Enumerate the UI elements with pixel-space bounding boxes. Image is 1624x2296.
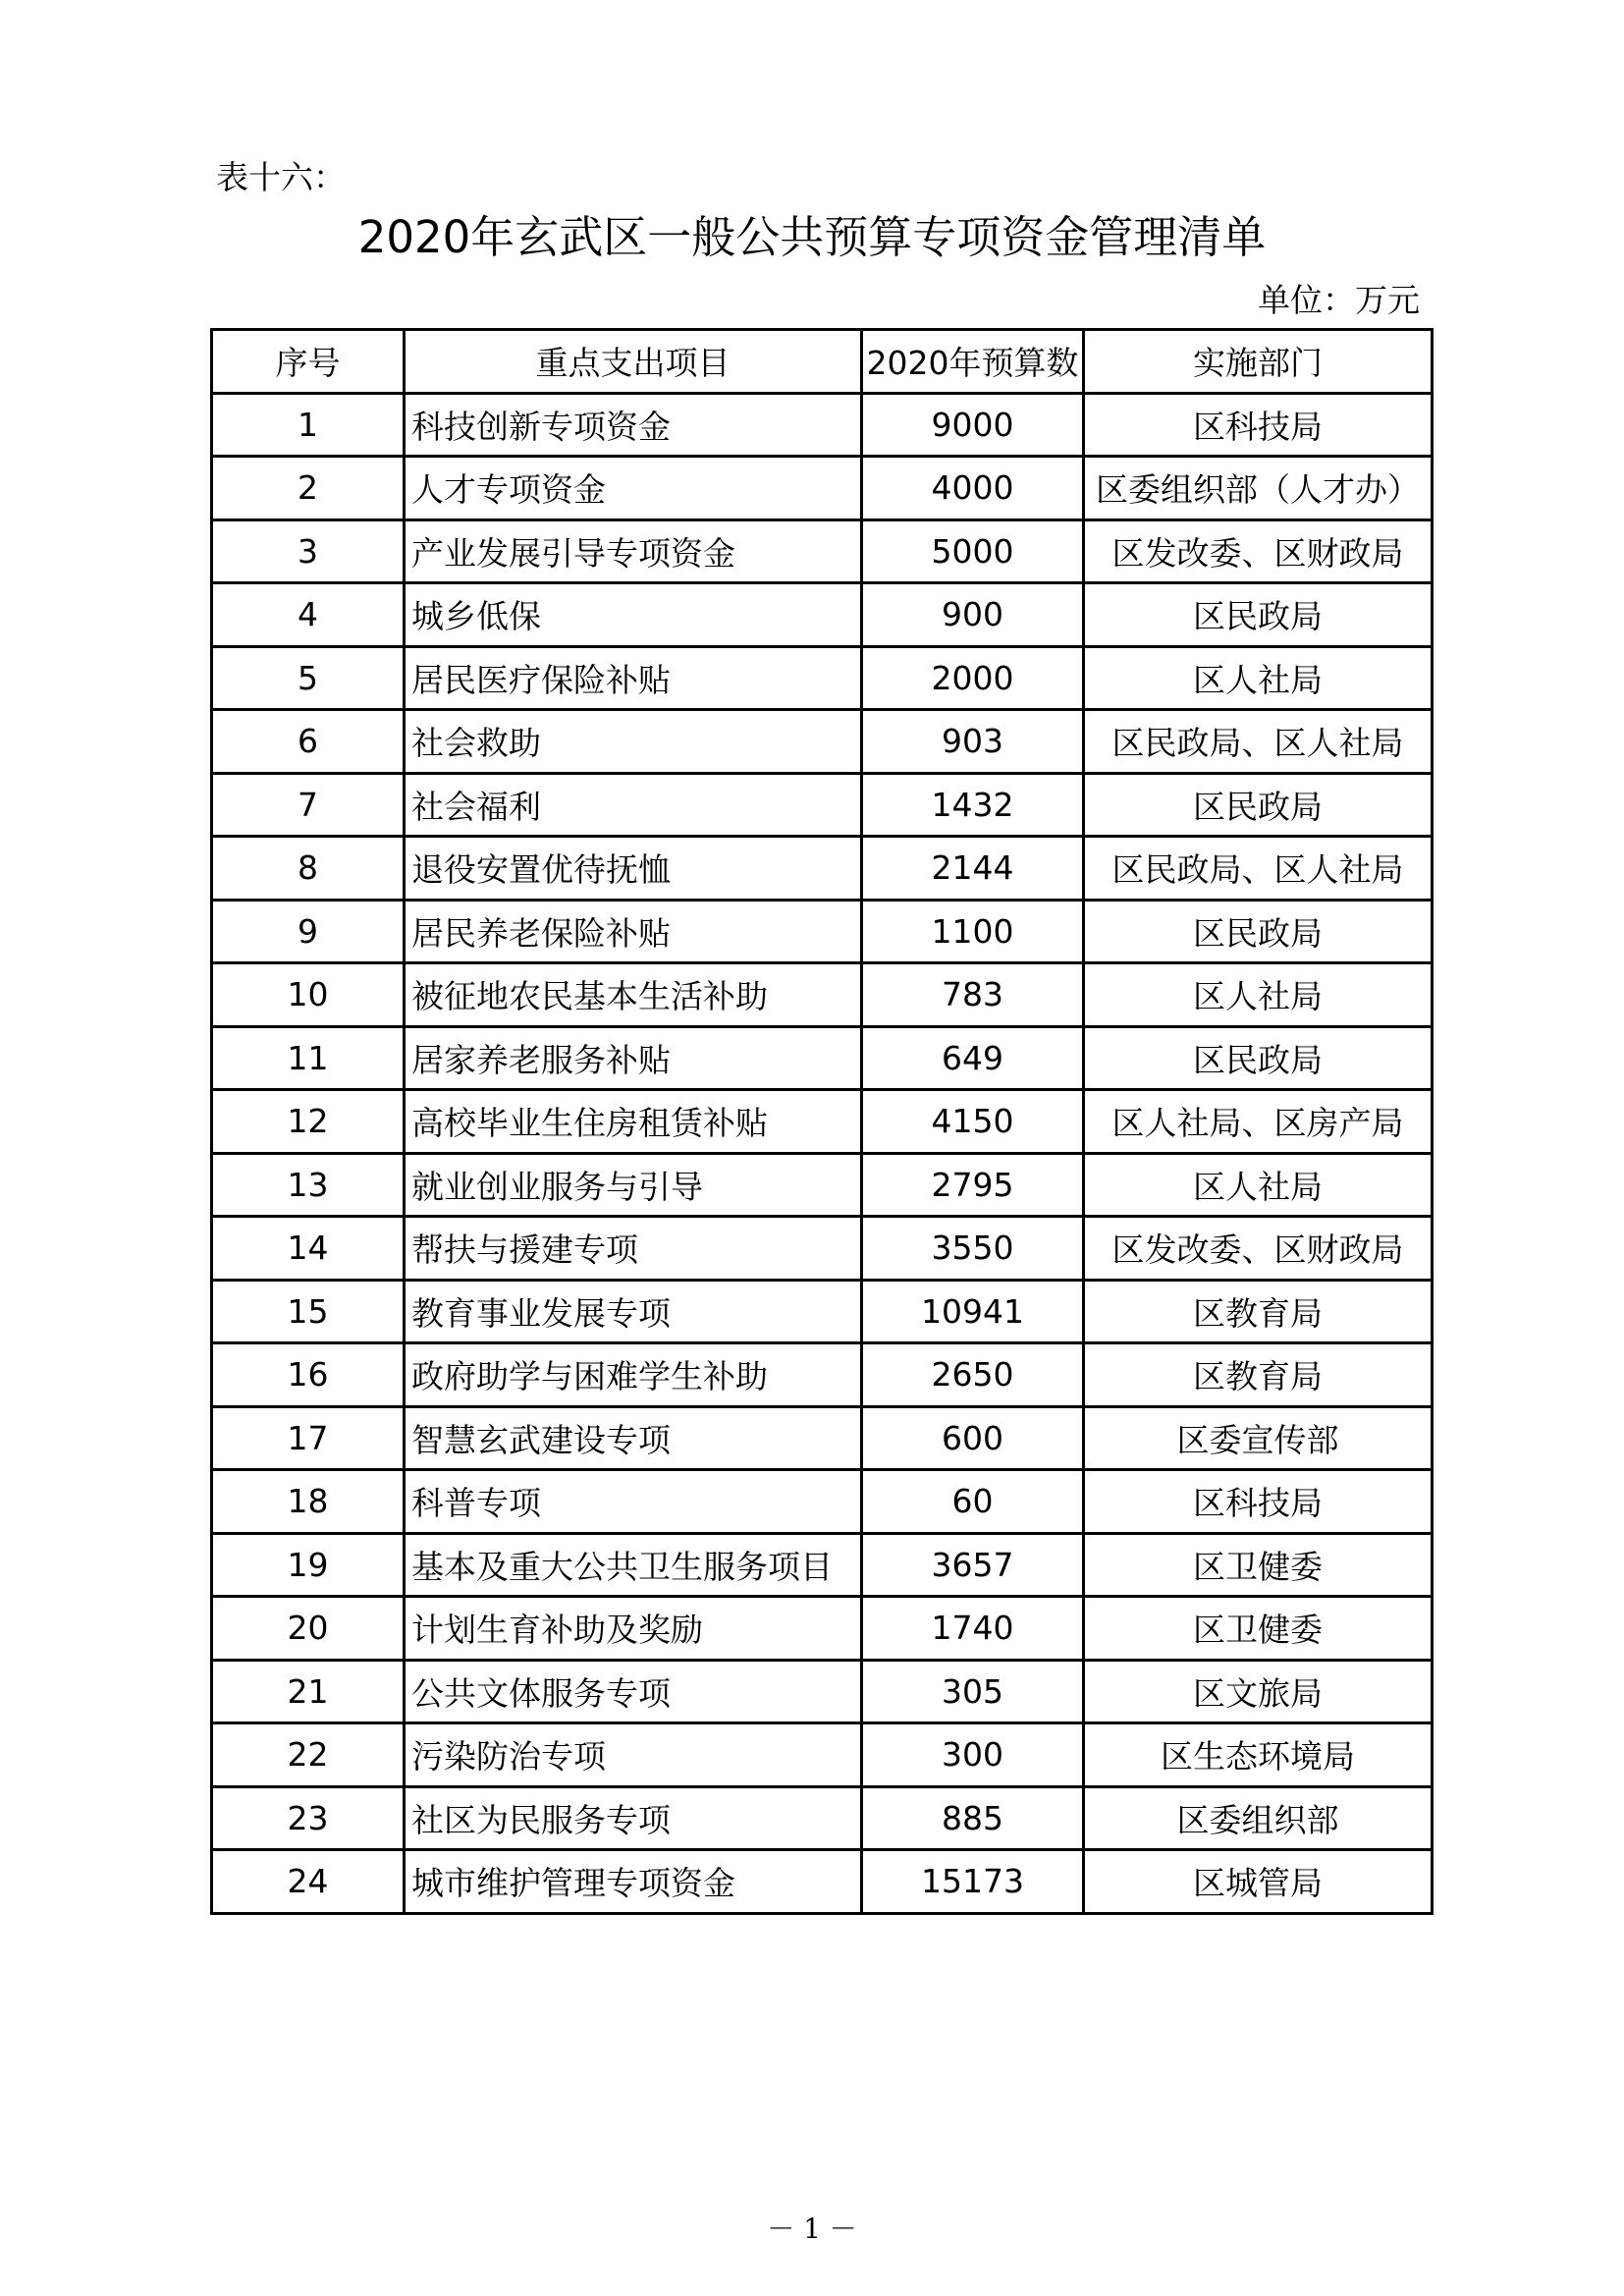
row-dept: 区委宣传部 (1084, 1406, 1433, 1470)
table-row (212, 519, 1433, 583)
row-amount: 3550 (862, 1217, 1084, 1281)
row-dept: 区委组织部（人才办） (1084, 457, 1433, 520)
page-number: － 1 － (767, 2213, 857, 2245)
row-number: 4 (212, 583, 405, 647)
row-item: 公共文体服务专项 (405, 1660, 862, 1723)
row-number: 22 (212, 1723, 405, 1787)
budget-table (210, 328, 1434, 1915)
row-item: 被征地农民基本生活补助 (405, 963, 862, 1027)
row-item: 科普专项 (405, 1470, 862, 1534)
row-amount: 305 (862, 1660, 1084, 1723)
column-header-dept: 实施部门 (1084, 330, 1433, 394)
unit-label: 单位：万元 (1258, 281, 1420, 319)
row-number: 1 (212, 393, 405, 457)
row-number: 13 (212, 1153, 405, 1217)
row-item: 城市维护管理专项资金 (405, 1850, 862, 1914)
row-dept: 区发改委、区财政局 (1084, 1217, 1433, 1281)
row-item: 政府助学与困难学生补助 (405, 1343, 862, 1407)
row-item: 科技创新专项资金 (405, 393, 862, 457)
row-amount: 15173 (862, 1850, 1084, 1914)
row-number: 19 (212, 1533, 405, 1597)
column-header-item: 重点支出项目 (405, 330, 862, 394)
row-amount: 9000 (862, 393, 1084, 457)
row-dept: 区教育局 (1084, 1343, 1433, 1407)
row-amount: 1100 (862, 900, 1084, 963)
row-number: 18 (212, 1470, 405, 1534)
column-header-amount: 2020年预算数 (862, 330, 1084, 394)
row-number: 16 (212, 1343, 405, 1407)
row-amount: 2650 (862, 1343, 1084, 1407)
table-row (212, 393, 1433, 457)
row-item: 人才专项资金 (405, 457, 862, 520)
row-number: 20 (212, 1597, 405, 1661)
row-number: 15 (212, 1280, 405, 1343)
row-amount: 900 (862, 583, 1084, 647)
row-amount: 903 (862, 710, 1084, 774)
row-amount: 300 (862, 1723, 1084, 1787)
table-row (212, 457, 1433, 520)
table-row (212, 1406, 1433, 1470)
table-row (212, 900, 1433, 963)
row-dept: 区民政局 (1084, 900, 1433, 963)
table-label: 表十六： (216, 158, 346, 196)
row-dept: 区人社局 (1084, 1153, 1433, 1217)
row-item: 居民养老保险补贴 (405, 900, 862, 963)
row-number: 9 (212, 900, 405, 963)
row-number: 23 (212, 1786, 405, 1850)
table-row (212, 583, 1433, 647)
row-amount: 4150 (862, 1090, 1084, 1154)
table-row (212, 1026, 1433, 1090)
row-dept: 区民政局、区人社局 (1084, 710, 1433, 774)
row-item: 基本及重大公共卫生服务项目 (405, 1533, 862, 1597)
table-row (212, 963, 1433, 1027)
row-number: 5 (212, 646, 405, 710)
row-amount: 1740 (862, 1597, 1084, 1661)
table-row (212, 1723, 1433, 1787)
row-dept: 区民政局 (1084, 583, 1433, 647)
row-number: 2 (212, 457, 405, 520)
row-number: 17 (212, 1406, 405, 1470)
row-item: 居民医疗保险补贴 (405, 646, 862, 710)
table-row (212, 1786, 1433, 1850)
row-dept: 区人社局 (1084, 963, 1433, 1027)
document-title: 2020年玄武区一般公共预算专项资金管理清单 (357, 211, 1267, 263)
row-dept: 区发改委、区财政局 (1084, 519, 1433, 583)
row-dept: 区城管局 (1084, 1850, 1433, 1914)
column-header-no: 序号 (212, 330, 405, 394)
row-dept: 区人社局、区房产局 (1084, 1090, 1433, 1154)
row-number: 3 (212, 519, 405, 583)
row-dept: 区科技局 (1084, 393, 1433, 457)
table-header-row (212, 330, 1433, 394)
table-row (212, 1217, 1433, 1281)
row-dept: 区文旅局 (1084, 1660, 1433, 1723)
row-amount: 2000 (862, 646, 1084, 710)
row-item: 社区为民服务专项 (405, 1786, 862, 1850)
row-amount: 60 (862, 1470, 1084, 1534)
row-dept: 区民政局、区人社局 (1084, 837, 1433, 901)
row-item: 就业创业服务与引导 (405, 1153, 862, 1217)
row-item: 退役安置优待抚恤 (405, 837, 862, 901)
row-item: 居家养老服务补贴 (405, 1026, 862, 1090)
row-number: 10 (212, 963, 405, 1027)
row-number: 14 (212, 1217, 405, 1281)
row-number: 24 (212, 1850, 405, 1914)
table-row (212, 710, 1433, 774)
table-row (212, 1280, 1433, 1343)
row-item: 城乡低保 (405, 583, 862, 647)
row-amount: 10941 (862, 1280, 1084, 1343)
table-row (212, 1850, 1433, 1914)
row-item: 高校毕业生住房租赁补贴 (405, 1090, 862, 1154)
row-dept: 区科技局 (1084, 1470, 1433, 1534)
table-row (212, 837, 1433, 901)
row-item: 智慧玄武建设专项 (405, 1406, 862, 1470)
table-row (212, 773, 1433, 837)
row-item: 社会福利 (405, 773, 862, 837)
row-dept: 区卫健委 (1084, 1597, 1433, 1661)
row-item: 计划生育补助及奖励 (405, 1597, 862, 1661)
row-item: 帮扶与援建专项 (405, 1217, 862, 1281)
row-number: 11 (212, 1026, 405, 1090)
table-body (212, 393, 1433, 1913)
row-number: 8 (212, 837, 405, 901)
row-amount: 2795 (862, 1153, 1084, 1217)
row-dept: 区教育局 (1084, 1280, 1433, 1343)
table-row (212, 1470, 1433, 1534)
row-amount: 649 (862, 1026, 1084, 1090)
table-row (212, 1343, 1433, 1407)
row-dept: 区民政局 (1084, 1026, 1433, 1090)
row-dept: 区人社局 (1084, 646, 1433, 710)
row-item: 教育事业发展专项 (405, 1280, 862, 1343)
row-dept: 区民政局 (1084, 773, 1433, 837)
row-dept: 区卫健委 (1084, 1533, 1433, 1597)
row-item: 产业发展引导专项资金 (405, 519, 862, 583)
row-item: 社会救助 (405, 710, 862, 774)
table-row (212, 1090, 1433, 1154)
table-row (212, 646, 1433, 710)
row-amount: 885 (862, 1786, 1084, 1850)
row-amount: 783 (862, 963, 1084, 1027)
table-row (212, 1153, 1433, 1217)
row-number: 7 (212, 773, 405, 837)
row-dept: 区委组织部 (1084, 1786, 1433, 1850)
row-number: 21 (212, 1660, 405, 1723)
table-row (212, 1597, 1433, 1661)
row-amount: 1432 (862, 773, 1084, 837)
row-number: 6 (212, 710, 405, 774)
row-number: 12 (212, 1090, 405, 1154)
row-item: 污染防治专项 (405, 1723, 862, 1787)
table-row (212, 1533, 1433, 1597)
row-amount: 600 (862, 1406, 1084, 1470)
table-row (212, 1660, 1433, 1723)
row-dept: 区生态环境局 (1084, 1723, 1433, 1787)
row-amount: 4000 (862, 457, 1084, 520)
row-amount: 5000 (862, 519, 1084, 583)
row-amount: 2144 (862, 837, 1084, 901)
row-amount: 3657 (862, 1533, 1084, 1597)
